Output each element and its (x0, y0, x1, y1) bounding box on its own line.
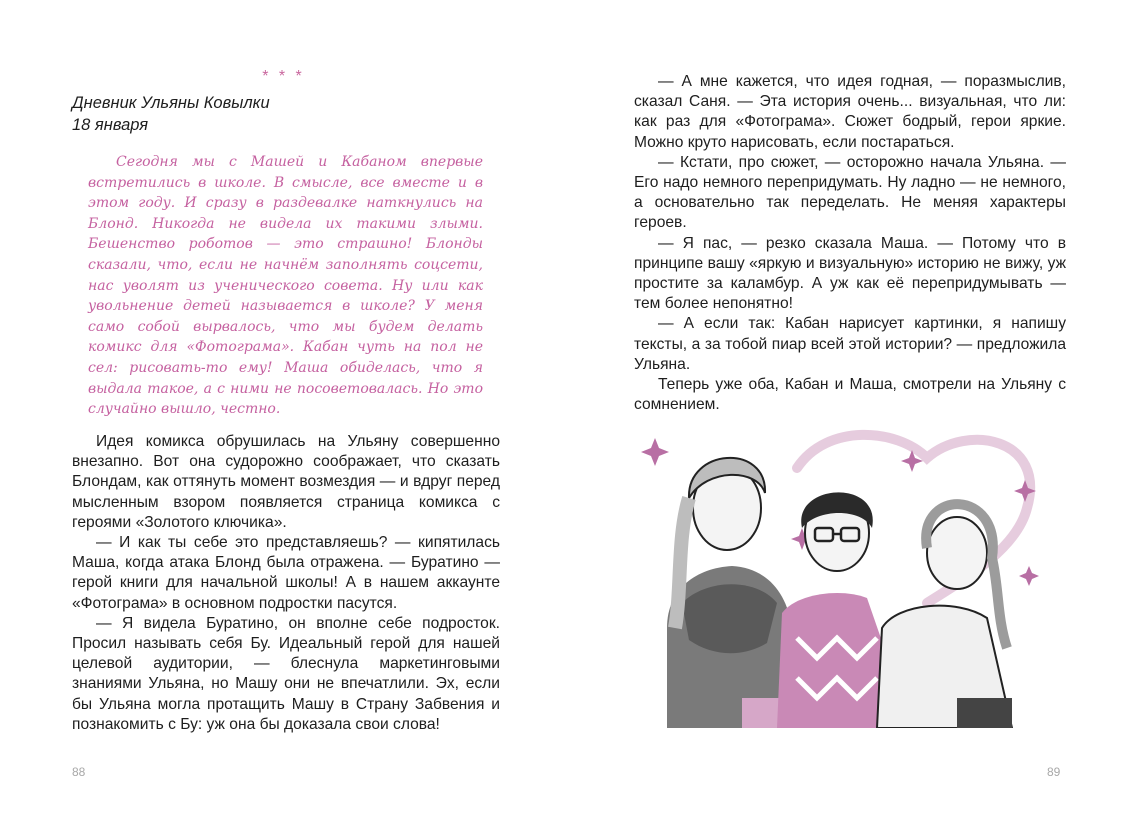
page-number-left: 88 (72, 765, 86, 779)
paragraph: — Кстати, про сюжет, — осторожно начала Ульяна. — Его надо немного перепридумать. Ну ладно — не немного, а основательно так переделать. Не меняя характеры героев. (634, 153, 1066, 232)
paragraph: — И как ты себе это представляешь? — кипятилась Маша, когда атака Блонд была отражена. — Буратино — герой книги для начальной школы! А в нашем аккаунте «Фотограма» в основном подростки пасутся. (72, 534, 500, 612)
right-body-text (634, 72, 1066, 415)
three-teens-illustration (627, 428, 1067, 728)
girl-right (877, 504, 1012, 728)
paragraph: — Я видела Буратино, он вполне себе подросток. Просил называть себя Бу. Идеальный герой для нашей целевой аудитории, — блеснула маркетинговыми знаниями Ульяна, но Машу они не впечатлили. Эх, если бы Ульяна могла протащить Машу в Страну Забвения и познакомить с Бу: уж она бы доказала свои слова! (72, 614, 500, 733)
paragraph: — А если так: Кабан нарисует картинки, я напишу тексты, а за тобой пиар всей этой истории? — предложила Ульяна. (634, 315, 1066, 373)
diary-date: 18 января (72, 116, 149, 134)
diary-entry (88, 152, 483, 420)
right-page (567, 0, 1134, 831)
paragraph: — А мне кажется, что идея годная, — поразмыслив, сказал Саня. — Эта история очень... визуальная, что ли: как раз для «Фотограма». Сюжет бодрый, герои яркие. Можно круто нарисовать, если постараться. (634, 73, 1066, 151)
paragraph: Теперь уже оба, Кабан и Маша, смотрели на Ульяну с сомнением. (634, 376, 1066, 414)
section-stars: * * * (262, 68, 305, 85)
diary-title: Дневник Ульяны Ковылки (72, 94, 270, 112)
girl-left (667, 458, 797, 728)
diary-heading (72, 92, 270, 136)
page-number-right: 89 (1047, 765, 1061, 779)
paragraph: Идея комикса обрушилась на Ульяну совершенно внезапно. Вот она судорожно соображает, что сказать Блондам, как оттянуть момент возмездия — и вдруг перед мысленным взором появляется страница комикса с героями «Золотого ключика». (72, 433, 500, 531)
left-body-text (72, 432, 500, 735)
diary-text: Сегодня мы с Машей и Кабаном впервые встретились в школе. В смысле, все вместе и в этом году. И сразу в раздевалке наткнулись на Блонд. Никогда не видела их такими злыми. Бешенство роботов — это страшно! Блонды сказали, что, если не начнём заполнять соцсети, нас уволят из ученического совета. Ну или как увольнение детей называется в школе? У меня само собой вырвалось, что мы будем делать комикс для «Фотограма». Кабан чуть на пол не сел: рисовать-то ему! Маша обиделась, что я выдала такое, а с ними не посоветовалась. Но это случайно вышло, честно. (88, 154, 483, 418)
paragraph: — Я пас, — резко сказала Маша. — Потому что в принципе вашу «яркую и визуальную» историю не вижу, уж простите за каламбур. А уж как её перепридумывать — тем более непонятно! (634, 234, 1066, 313)
